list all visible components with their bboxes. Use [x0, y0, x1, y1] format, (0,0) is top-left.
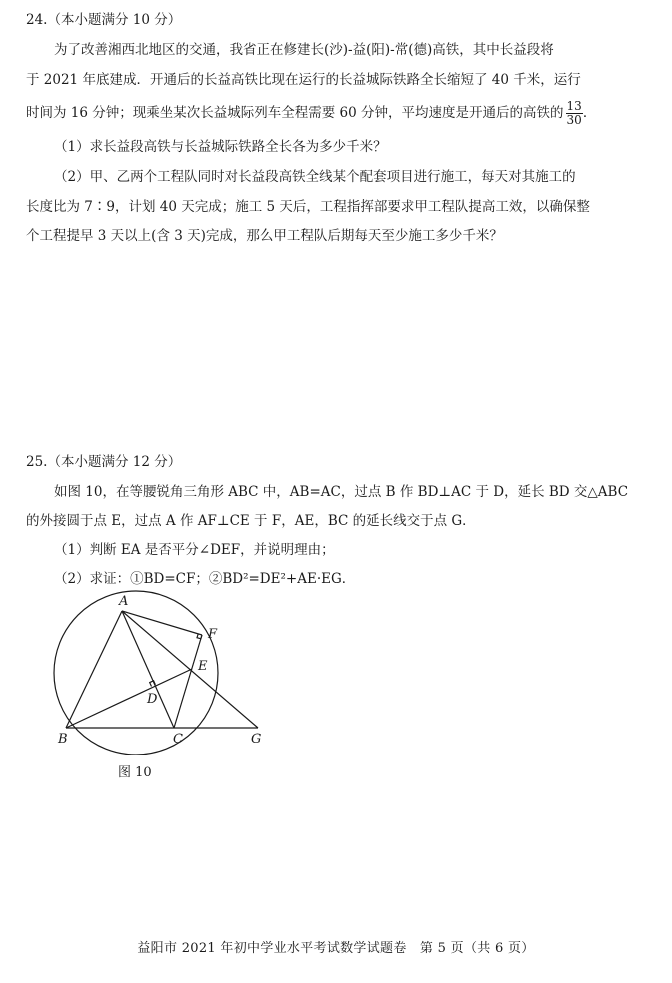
q25-part1: （1）判断 EA 是否平分∠DEF，并说明理由； — [54, 542, 335, 558]
q24-header: 24.（本小题满分 10 分） — [26, 12, 182, 28]
geometry-figure-10 — [40, 590, 280, 755]
q24-part2-line2: 长度比为 7∶9，计划 40 天完成；施工 5 天后，工程指挥部要求甲工程队提高工效，以确保整 — [26, 199, 590, 215]
segment-cf — [174, 635, 202, 728]
segment-ag — [122, 611, 258, 728]
q25-text-line2: 的外接圆于点 E，过点 A 作 AF⊥CE 于 F，AE，BC 的延长线交于点 G． — [26, 513, 476, 529]
label-d: D — [147, 692, 158, 707]
q25-header: 25.（本小题满分 12 分） — [26, 454, 182, 470]
label-g: G — [251, 732, 262, 747]
segment-ab — [66, 611, 122, 728]
q25-part2: （2）求证：①BD=CF；②BD²=DE²+AE·EG． — [54, 571, 356, 587]
label-f: F — [208, 627, 218, 642]
segment-be — [66, 669, 192, 728]
q24-text-line1: 为了改善湘西北地区的交通，我省正在修建长(沙)-益(阳)-常(德)高铁，其中长益段将 — [54, 42, 554, 58]
q24-fraction-denominator: 30 — [566, 113, 582, 127]
q24-text-line3-main: 时间为 16 分钟；现乘坐某次长益城际列车全程需要 60 分钟，平均速度是开通后的高铁的 — [26, 105, 564, 121]
q24-part2-line1: （2）甲、乙两个工程队同时对长益段高铁全线某个配套项目进行施工，每天对其施工的 — [54, 169, 576, 185]
figure-caption: 图 10 — [118, 765, 152, 780]
label-c: C — [173, 732, 183, 747]
segment-ac — [122, 611, 174, 728]
q24-part2-line3: 个工程提早 3 天以上(含 3 天)完成，那么甲工程队后期每天至少施工多少千米？ — [26, 228, 503, 244]
q24-part1: （1）求长益段高铁与长益城际铁路全长各为多少千米？ — [54, 139, 387, 155]
page-footer: 益阳市 2021 年初中学业水平考试数学试题卷 第 5 页（共 6 页） — [137, 941, 535, 956]
label-a: A — [119, 594, 129, 609]
q24-text-line3 — [26, 100, 596, 127]
label-b: B — [58, 732, 68, 747]
q25-text-line1: 如图 10，在等腰锐角三角形 ABC 中，AB=AC，过点 B 作 BD⊥AC 于 D，延长 BD 交△ABC — [54, 484, 629, 500]
label-e: E — [198, 659, 208, 674]
q24-fraction — [566, 100, 583, 127]
segment-af — [122, 611, 202, 635]
q24-text-line3-end: ． — [582, 105, 597, 121]
q24-text-line2: 于 2021 年底建成．开通后的长益高铁比现在运行的长益城际铁路全长缩短了 40 千米，运行 — [26, 72, 581, 88]
q24-fraction-numerator: 13 — [566, 99, 582, 113]
